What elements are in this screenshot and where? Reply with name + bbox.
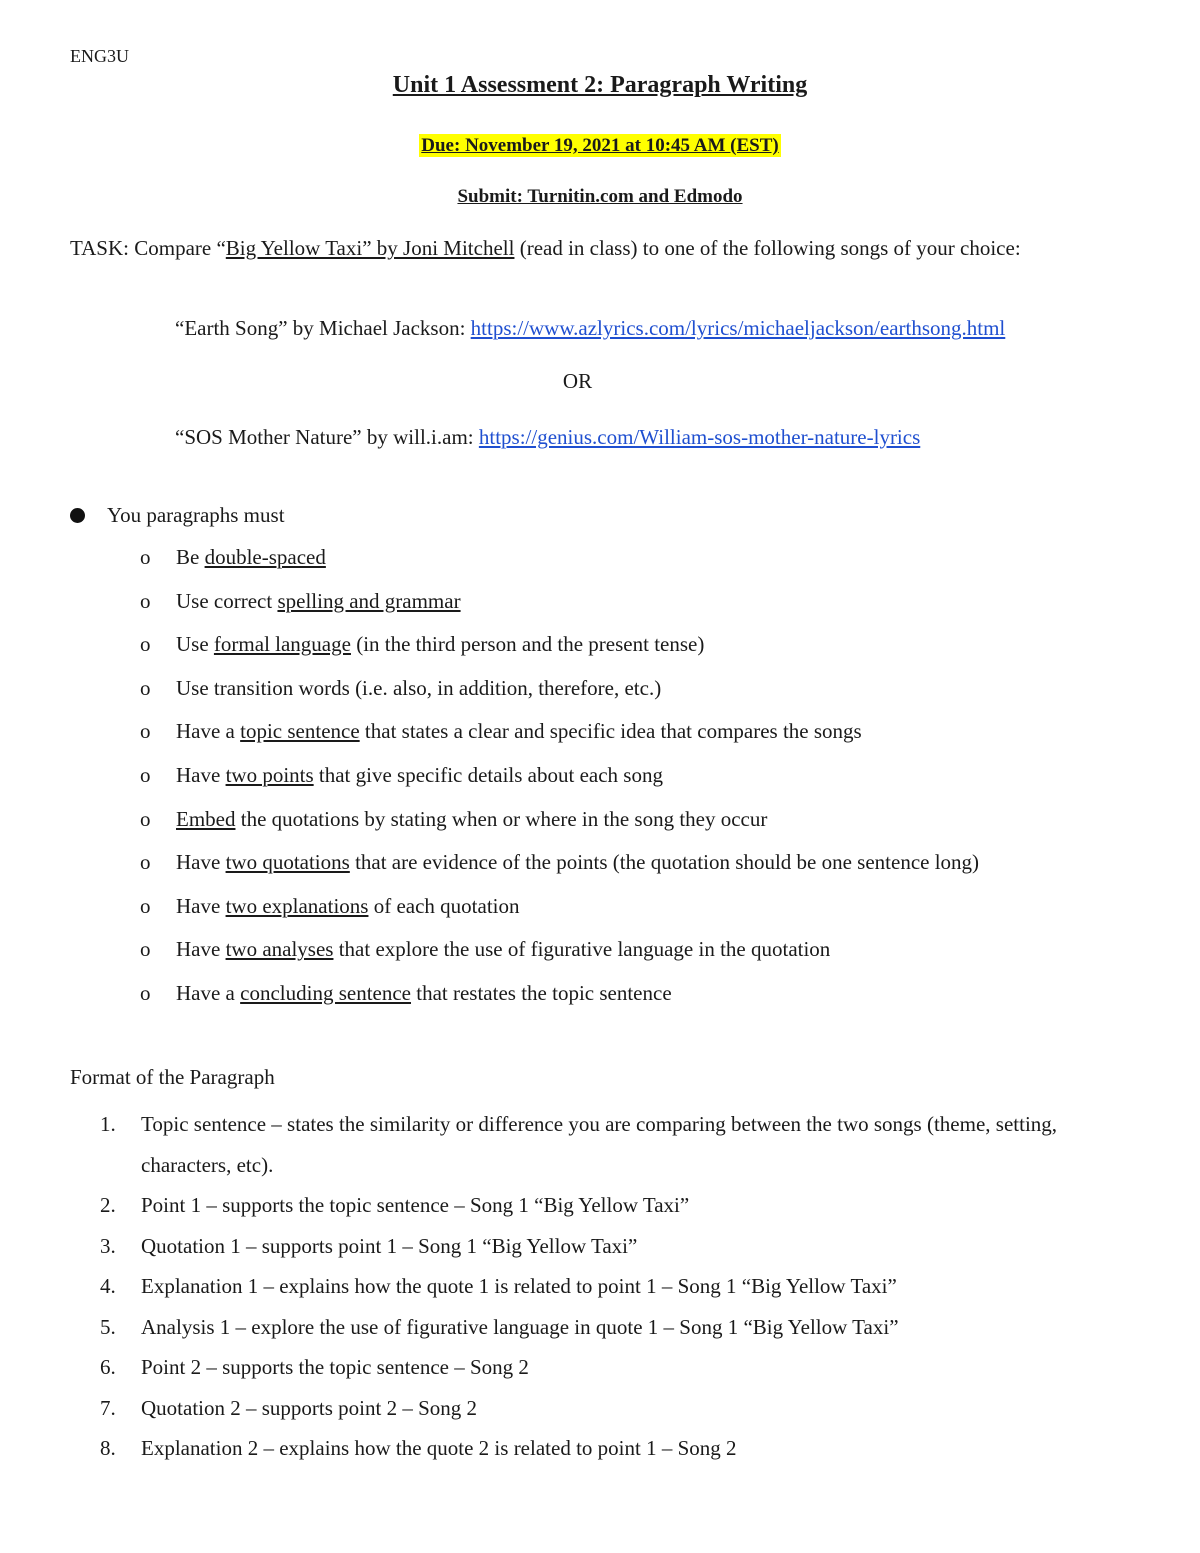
list-item	[140, 850, 979, 894]
item-text: Have a	[176, 980, 241, 1005]
item-emphasis: Embed	[176, 806, 236, 831]
item-text: Have	[176, 937, 226, 962]
item-text: Point 2 – supports the topic sentence – Song 2	[141, 1355, 529, 1379]
requirements-intro-text: You paragraphs must	[107, 503, 285, 527]
item-text: Use correct	[176, 588, 278, 613]
item-emphasis: topic sentence	[240, 719, 360, 744]
task-song-reference: Big Yellow Taxi” by Joni Mitchell	[225, 236, 515, 260]
task-suffix: (read in class) to one of the following songs of your choice:	[514, 236, 1021, 260]
item-text: Have	[176, 893, 226, 918]
item-text: Quotation 1 – supports point 1 – Song 1 “Big Yellow Taxi”	[141, 1233, 638, 1258]
format-heading: Format of the Paragraph	[70, 1065, 275, 1089]
due-date-highlight: Due: November 19, 2021 at 10:45 AM (EST)	[421, 135, 779, 156]
item-text: of each quotation	[368, 893, 520, 918]
list-item	[140, 981, 979, 1025]
list-item	[100, 1104, 1140, 1185]
item-text: that are evidence of the points (the quotation should be one sentence long)	[349, 850, 980, 875]
submit-instructions: Submit: Turnitin.com and Edmodo	[457, 186, 743, 207]
item-text: Be	[176, 545, 205, 569]
list-marker: o	[140, 980, 151, 1005]
item-emphasis: formal language	[213, 632, 351, 657]
item-emphasis: two points	[225, 762, 314, 787]
item-text: that explore the use of figurative language in the quotation	[333, 937, 831, 962]
list-item	[100, 1185, 1140, 1226]
item-text: that restates the topic sentence	[411, 980, 672, 1005]
item-text: Have	[176, 762, 226, 787]
list-number: 1.	[100, 1112, 116, 1136]
list-number: 4.	[100, 1274, 116, 1298]
song-option-sos-mother-nature	[175, 425, 920, 450]
item-text: Have	[176, 850, 226, 875]
list-item	[140, 676, 979, 720]
item-emphasis: two quotations	[225, 850, 350, 875]
song-link[interactable]: https://www.azlyrics.com/lyrics/michaeljackson/earthsong.html	[470, 316, 1006, 340]
item-text: Quotation 2 – supports point 2 – Song 2	[141, 1395, 478, 1420]
or-separator: OR	[562, 369, 593, 393]
item-emphasis: two analyses	[225, 937, 334, 962]
list-item	[140, 589, 979, 633]
list-number: 7.	[100, 1395, 116, 1420]
page-title: Unit 1 Assessment 2: Paragraph Writing	[392, 72, 808, 98]
list-item	[100, 1388, 1140, 1429]
list-item	[140, 807, 979, 851]
list-number: 3.	[100, 1233, 116, 1258]
item-text: Analysis 1 – explore the use of figurative language in quote 1 – Song 1 “Big Yellow Taxi”	[141, 1314, 899, 1339]
list-item	[140, 545, 979, 589]
list-item	[100, 1347, 1140, 1388]
item-text: Explanation 2 – explains how the quote 2 is related to point 1 – Song 2	[141, 1436, 737, 1460]
list-marker: o	[140, 545, 151, 569]
item-text: (in the third person and the present tense)	[350, 632, 705, 657]
list-number: 2.	[100, 1193, 116, 1217]
list-marker: o	[140, 632, 151, 657]
list-number: 8.	[100, 1436, 116, 1460]
list-item	[100, 1226, 1140, 1267]
list-item	[140, 632, 979, 676]
list-marker: o	[140, 850, 151, 875]
song-option-earth-song	[175, 316, 1005, 341]
song-link[interactable]: https://genius.com/William-sos-mother-nature-lyrics	[478, 425, 921, 449]
requirements-list	[140, 545, 979, 1025]
requirements-intro	[70, 503, 285, 528]
task-description	[70, 235, 1130, 262]
list-marker: o	[140, 893, 151, 918]
item-text: that give specific details about each song	[313, 762, 663, 787]
list-marker: o	[140, 588, 151, 613]
item-text: Point 1 – supports the topic sentence – Song 1 “Big Yellow Taxi”	[141, 1193, 690, 1217]
list-item	[140, 763, 979, 807]
item-emphasis: two explanations	[225, 893, 369, 918]
list-marker: o	[140, 675, 151, 700]
item-text: the quotations by stating when or where in the song they occur	[235, 806, 768, 831]
item-text: Explanation 1 – explains how the quote 1 is related to point 1 – Song 1 “Big Yellow Taxi”	[141, 1274, 897, 1298]
item-emphasis: spelling and grammar	[277, 588, 461, 613]
list-number: 6.	[100, 1355, 116, 1379]
due-date	[0, 135, 1200, 157]
list-item	[100, 1266, 1140, 1307]
item-emphasis: concluding sentence	[240, 980, 411, 1005]
task-prefix: TASK: Compare “	[70, 236, 226, 260]
list-marker: o	[140, 719, 151, 744]
list-item	[140, 937, 979, 981]
item-text: Use	[176, 632, 214, 657]
list-marker: o	[140, 806, 151, 831]
list-marker: o	[140, 937, 151, 962]
song-label: “SOS Mother Nature” by will.i.am:	[175, 425, 479, 449]
list-item	[140, 894, 979, 938]
item-text: that states a clear and specific idea that compares the songs	[359, 719, 862, 744]
item-text: Have a	[176, 719, 241, 744]
format-list	[100, 1104, 1140, 1469]
list-marker: o	[140, 762, 151, 787]
list-item	[140, 719, 979, 763]
item-text: Topic sentence – states the similarity or difference you are comparing between the two songs (theme, setting, characters, etc).	[141, 1112, 1058, 1177]
course-code: ENG3U	[70, 46, 129, 66]
bullet-dot-icon	[70, 508, 85, 523]
list-item	[100, 1428, 1140, 1469]
list-number: 5.	[100, 1314, 116, 1339]
list-item	[100, 1307, 1140, 1348]
item-emphasis: double-spaced	[204, 545, 326, 569]
item-text: Use transition words (i.e. also, in addition, therefore, etc.)	[176, 675, 662, 700]
song-label: “Earth Song” by Michael Jackson:	[175, 316, 471, 340]
